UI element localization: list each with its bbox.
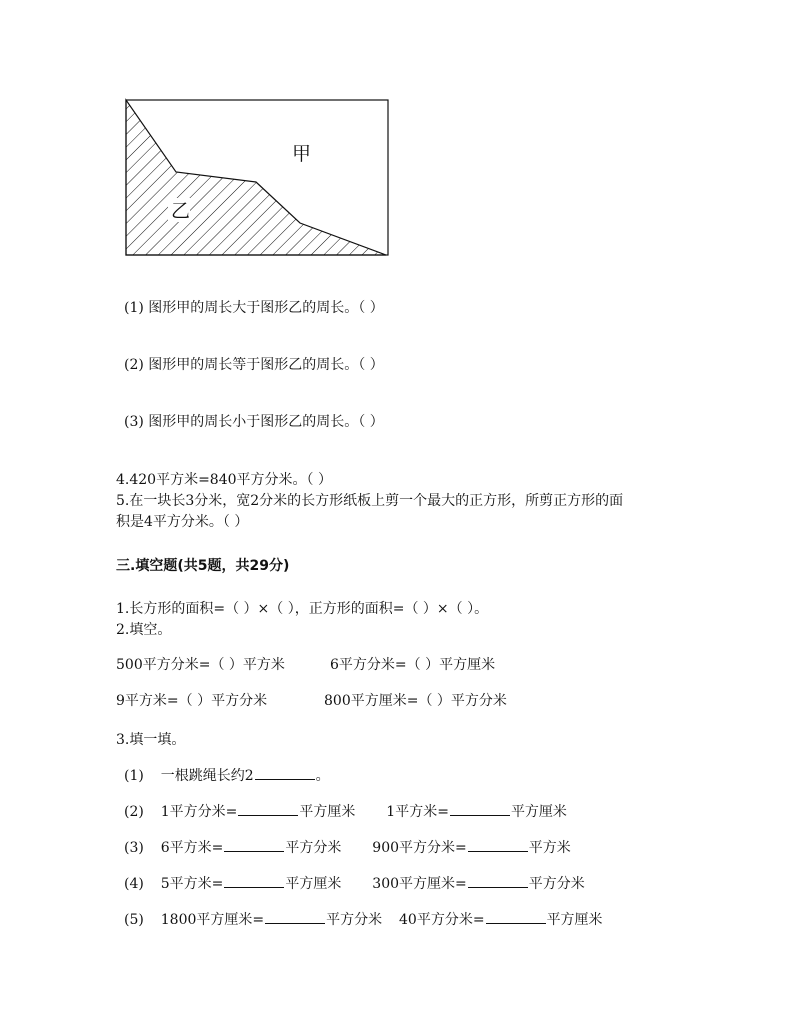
- unit-b: 平方厘米: [510, 804, 567, 820]
- fill-question-3-title: 3.填一填。: [116, 732, 186, 748]
- judgment-2: (2) 图形甲的周长等于图形乙的周长。（ ）: [124, 357, 384, 373]
- fill-2-row2-b: 800平方厘米=（ ）平方分米: [324, 693, 507, 709]
- unit-a: 平方分米: [285, 840, 342, 856]
- fill-3-row5: [124, 909, 603, 929]
- row-text-b: 1平方米=: [386, 804, 449, 820]
- fill-3-row1: [124, 765, 330, 785]
- answer-blank[interactable]: [238, 801, 298, 816]
- answer-blank[interactable]: [265, 909, 325, 924]
- answer-blank[interactable]: [224, 873, 284, 888]
- answer-blank[interactable]: [255, 765, 315, 780]
- judgment-1: (1) 图形甲的周长大于图形乙的周长。（ ）: [124, 300, 384, 316]
- row-number: (3): [124, 840, 144, 856]
- answer-blank[interactable]: [468, 837, 528, 852]
- row-text-a: 6平方米=: [160, 840, 224, 856]
- row-number: (2): [124, 804, 144, 820]
- row-text-b: 300平方厘米=: [372, 876, 467, 892]
- label-jia: 甲: [292, 143, 312, 165]
- row-text-a: 5平方米=: [160, 876, 224, 892]
- answer-blank[interactable]: [486, 909, 546, 924]
- fill-3-row4: [124, 873, 585, 893]
- fill-question-2-title: 2.填空。: [116, 622, 172, 638]
- judgment-3: (3) 图形甲的周长小于图形乙的周长。（ ）: [124, 414, 384, 430]
- fill-2-row1-b: 6平方分米=（ ）平方厘米: [330, 657, 496, 673]
- row-number: (1): [124, 768, 144, 784]
- fill-3-row3: [124, 837, 571, 857]
- unit-a: 平方厘米: [285, 876, 342, 892]
- unit-b: 平方厘米: [546, 912, 603, 928]
- region-yi-hatched: [126, 100, 386, 255]
- unit-a: 平方厘米: [299, 804, 356, 820]
- fill-3-row2: [124, 801, 567, 821]
- question-5-line2: 积是4平方分米。（ ）: [116, 514, 249, 530]
- answer-blank[interactable]: [468, 873, 528, 888]
- fill-2-row2-a: 9平方米=（ ）平方分米: [116, 693, 268, 709]
- row-text-a: 1平方分米=: [160, 804, 238, 820]
- row-number: (5): [124, 912, 144, 928]
- section-3-title: 三.填空题(共5题，共29分): [116, 558, 290, 574]
- shape-figure: [124, 98, 392, 260]
- question-4: 4.420平方米=840平方分米。（ ）: [116, 472, 332, 488]
- row-text: 一根跳绳长约2: [160, 768, 254, 784]
- row-text-b: 40平方分米=: [399, 912, 485, 928]
- label-yi: 乙: [171, 200, 191, 222]
- question-5-line1: 5.在一块长3分米，宽2分米的长方形纸板上剪一个最大的正方形，所剪正方形的面: [116, 493, 624, 509]
- fill-question-1: 1.长方形的面积=（ ）×（ ），正方形的面积=（ ）×（ ）。: [116, 601, 489, 617]
- unit-b: 平方分米: [528, 876, 585, 892]
- unit-a: 平方分米: [326, 912, 383, 928]
- fill-2-row1-a: 500平方分米=（ ）平方米: [116, 657, 285, 673]
- row-end: 。: [315, 768, 330, 784]
- answer-blank[interactable]: [450, 801, 510, 816]
- row-number: (4): [124, 876, 144, 892]
- answer-blank[interactable]: [224, 837, 284, 852]
- row-text-b: 900平方分米=: [372, 840, 467, 856]
- unit-b: 平方米: [528, 840, 571, 856]
- row-text-a: 1800平方厘米=: [160, 912, 265, 928]
